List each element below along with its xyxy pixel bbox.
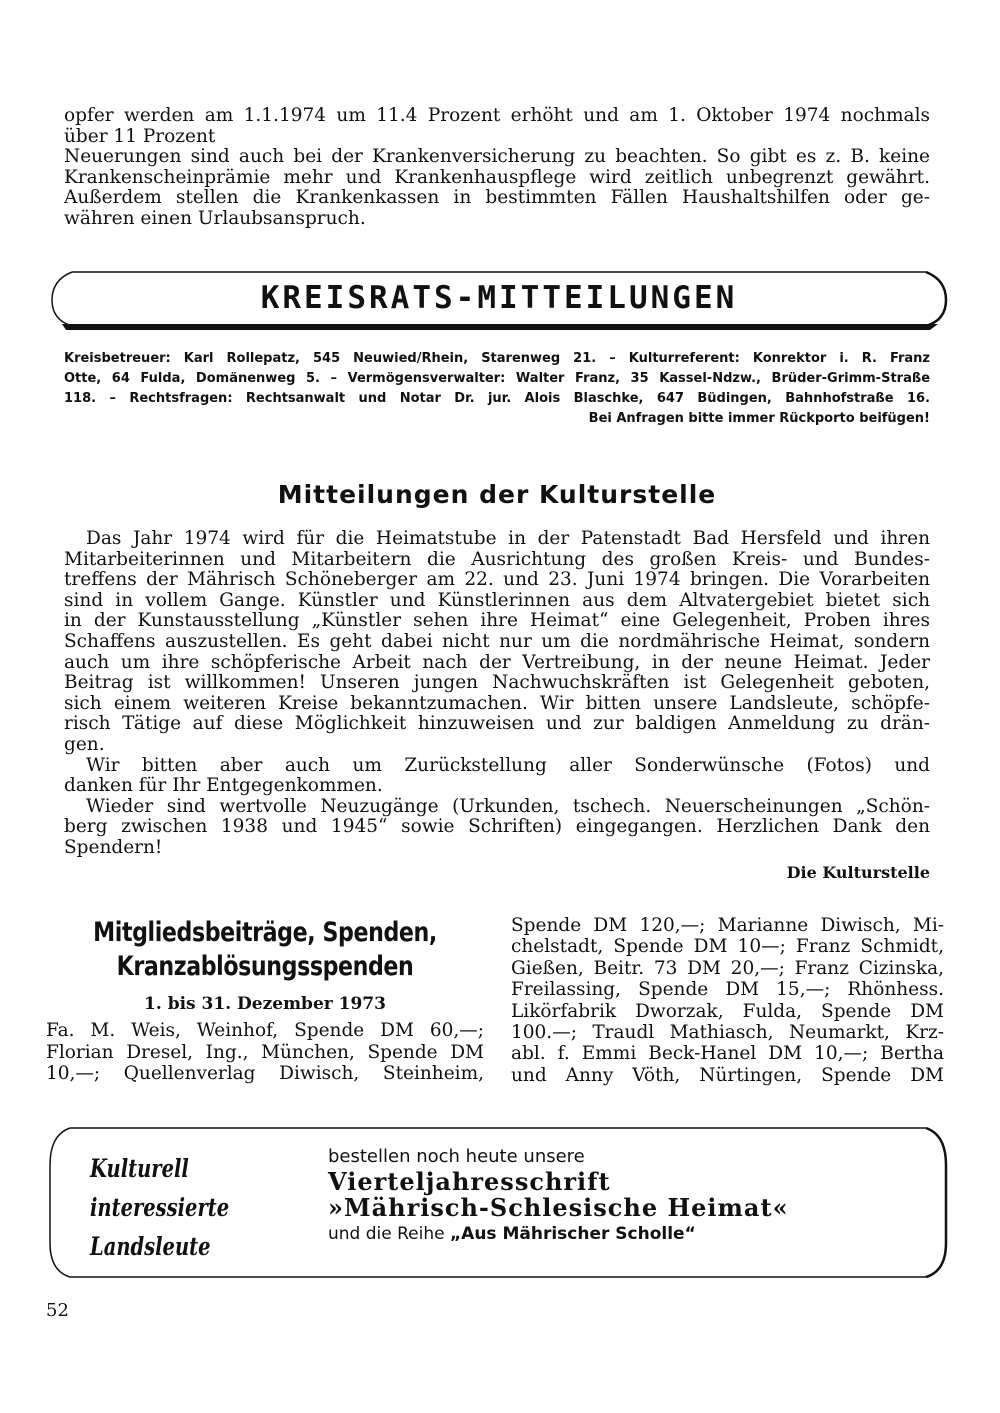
kulturreferent-label: Kulturreferent: xyxy=(628,351,740,366)
kulturreferent-value: Konrektor i. R. Franz xyxy=(752,351,931,366)
text-line: risch Tätige auf diese Möglichkeit hinzuweisen und zur baldigen Anmeldung zu drän- xyxy=(64,713,930,735)
text-line: Florian Dresel, Ing., München, Spende DM xyxy=(46,1041,484,1063)
donations-text xyxy=(511,915,944,1086)
text-line: Außerdem stellen die Krankenkassen in bestimmten Fällen Haushaltshilfen oder ge- xyxy=(64,187,930,209)
text-line: Das Jahr 1974 wird für die Heimatstube in der Patenstadt Bad Hersfeld und ihren xyxy=(86,528,930,549)
kultur-article xyxy=(64,529,930,883)
ad-offer xyxy=(328,1145,928,1247)
ad-line4-start: und die Reihe xyxy=(328,1224,445,1244)
ad-publication-name: »Mährisch-Schlesische Heimat« xyxy=(328,1193,789,1222)
ad-series-name: „Aus Mährischer Scholle“ xyxy=(450,1224,696,1244)
kreisbetreuer-value: Karl Rollepatz, 545 Neuwied/Rhein, Starenweg 21. – xyxy=(183,351,616,366)
text-line: Spendern! xyxy=(64,836,163,858)
heading-line: Mitgliedsbeiträge, Spenden, xyxy=(93,917,437,948)
section-heading: Mitteilungen der Kulturstelle xyxy=(277,480,717,509)
slogan-line: Kulturell xyxy=(90,1154,189,1183)
text-line: Mitarbeiterinnen und Mitarbeitern die Ausrichtung des großen Kreis- und Bundes- xyxy=(64,548,930,570)
text-line: danken für Ihr Entgegenkommen. xyxy=(64,775,383,797)
line3-start: 118. – xyxy=(64,391,116,406)
intro-paragraph xyxy=(64,106,930,230)
slogan-line: interessierte xyxy=(90,1193,230,1222)
ad-slogan xyxy=(90,1149,320,1266)
text-line: gen. xyxy=(64,733,105,755)
kreisrat-banner xyxy=(50,268,948,330)
contact-line xyxy=(64,389,930,409)
signature: Die Kulturstelle xyxy=(786,862,930,882)
rechtsfragen-value: Rechtsanwalt und Notar Dr. jur. Alois Blaschke, 647 Büdingen, Bahnhofstraße 16. xyxy=(245,391,931,406)
text-line: sind in vollem Gange. Künstler und Künstlerinnen aus dem Altvatergebiet bietet sich xyxy=(64,589,930,611)
text-line: währen einen Urlaubsanspruch. xyxy=(64,207,366,229)
text-line: und Anny Vöth, Nürtingen, Spende DM xyxy=(511,1064,944,1086)
text-line: Wieder sind wertvolle Neuzugänge (Urkunden, tschech. Neuerscheinungen „Schön- xyxy=(86,795,930,817)
text-line: in der Kunstausstellung „Künstler sehen ihre Heimat“ eine Gelegenheit, Proben ihres xyxy=(64,610,930,632)
vermoegen-label: Vermögensverwalter: xyxy=(347,371,506,386)
slogan-line: Landsleute xyxy=(90,1232,211,1261)
text-line: Wir bitten aber auch um Zurückstellung aller Sonderwünsche (Fotos) und xyxy=(86,754,930,776)
banner-title: KREISRATS-MITTEILUNGEN xyxy=(260,280,738,316)
text-line: Beitrag ist willkommen! Unseren jungen Nachwuchskräften ist Gelegenheit geboten, xyxy=(64,672,930,694)
donations-left-column xyxy=(46,916,484,1085)
text-line: Freilassing, Spende DM 15,—; Rhönhess. xyxy=(511,979,944,1001)
text-line: Gießen, Beitr. 73 DM 20,—; Franz Cizinska, xyxy=(511,957,944,979)
text-line: berg zwischen 1938 und 1945“ sowie Schriften) eingegangen. Herzlichen Dank den xyxy=(64,816,930,838)
text-line: treffens der Mährisch Schöneberger am 22. und 23. Juni 1974 bringen. Die Vorarbeiten xyxy=(64,569,930,591)
ad-line xyxy=(328,1221,928,1247)
ad-publication-title: Vierteljahresschrift xyxy=(328,1167,611,1196)
page-number: 52 xyxy=(46,1300,69,1321)
text-line: Neuerungen sind auch bei der Krankenversicherung zu beachten. So gibt es z. B. keine xyxy=(64,146,930,168)
text-line: über 11 Prozent xyxy=(64,125,216,147)
ad-line: bestellen noch heute unsere xyxy=(328,1146,585,1167)
text-line: 100.—; Traudl Mathiasch, Neumarkt, Krz- xyxy=(511,1022,944,1044)
kreisbetreuer-label: Kreisbetreuer: xyxy=(64,351,171,366)
text-line: Spende DM 120,—; Marianne Diwisch, Mi- xyxy=(511,915,944,936)
text-line: Fa. M. Weis, Weinhof, Spende DM 60,—; xyxy=(46,1020,484,1041)
text-line: Krankenscheinprämie mehr und Krankenhauspflege wird zeitlich unbegrenzt gewährt. xyxy=(64,166,930,188)
advertisement-box xyxy=(46,1125,950,1280)
text-line: 10,—; Quellenverlag Diwisch, Steinheim, xyxy=(46,1063,484,1084)
rechtsfragen-label: Rechtsfragen: xyxy=(129,391,233,406)
donations-heading xyxy=(85,916,444,984)
text-line: Schaffens auszustellen. Es geht dabei nicht nur um die nordmährische Heimat, sondern xyxy=(64,630,930,652)
text-line: sich einem weiteren Kreise bekanntzumachen. Wir bitten unsere Landsleute, schöpfe- xyxy=(64,692,930,714)
text-line: opfer werden am 1.1.1974 um 11.4 Prozent erhöht und am 1. Oktober 1974 nochmals xyxy=(64,105,930,126)
contact-block xyxy=(64,349,930,429)
text-line: auch um ihre schöpferische Arbeit nach der Vertreibung, in der neune Heimat. Jeder xyxy=(64,651,930,673)
contact-line xyxy=(64,349,930,369)
text-line: Likörfabrik Dworzak, Fulda, Spende DM xyxy=(511,1000,944,1022)
kulturreferent-address: Otte, 64 Fulda, Domänenweg 5. – xyxy=(64,371,338,386)
text-line: abl. f. Emmi Beck-Hanel DM 10,—; Bertha xyxy=(511,1043,944,1065)
vermoegen-value: Walter Franz, 35 Kassel-Ndzw., Brüder-Grimm-Straße xyxy=(515,371,931,386)
heading-line: Kranzablösungsspenden xyxy=(116,951,414,982)
text-line: chelstadt, Spende DM 10—; Franz Schmidt, xyxy=(511,936,944,958)
contact-line xyxy=(64,369,930,389)
donations-text xyxy=(46,1020,484,1085)
donations-right-column xyxy=(511,915,944,1086)
rueckporto-note: Bei Anfragen bitte immer Rückporto beifügen! xyxy=(588,411,930,426)
date-range: 1. bis 31. Dezember 1973 xyxy=(144,994,386,1014)
